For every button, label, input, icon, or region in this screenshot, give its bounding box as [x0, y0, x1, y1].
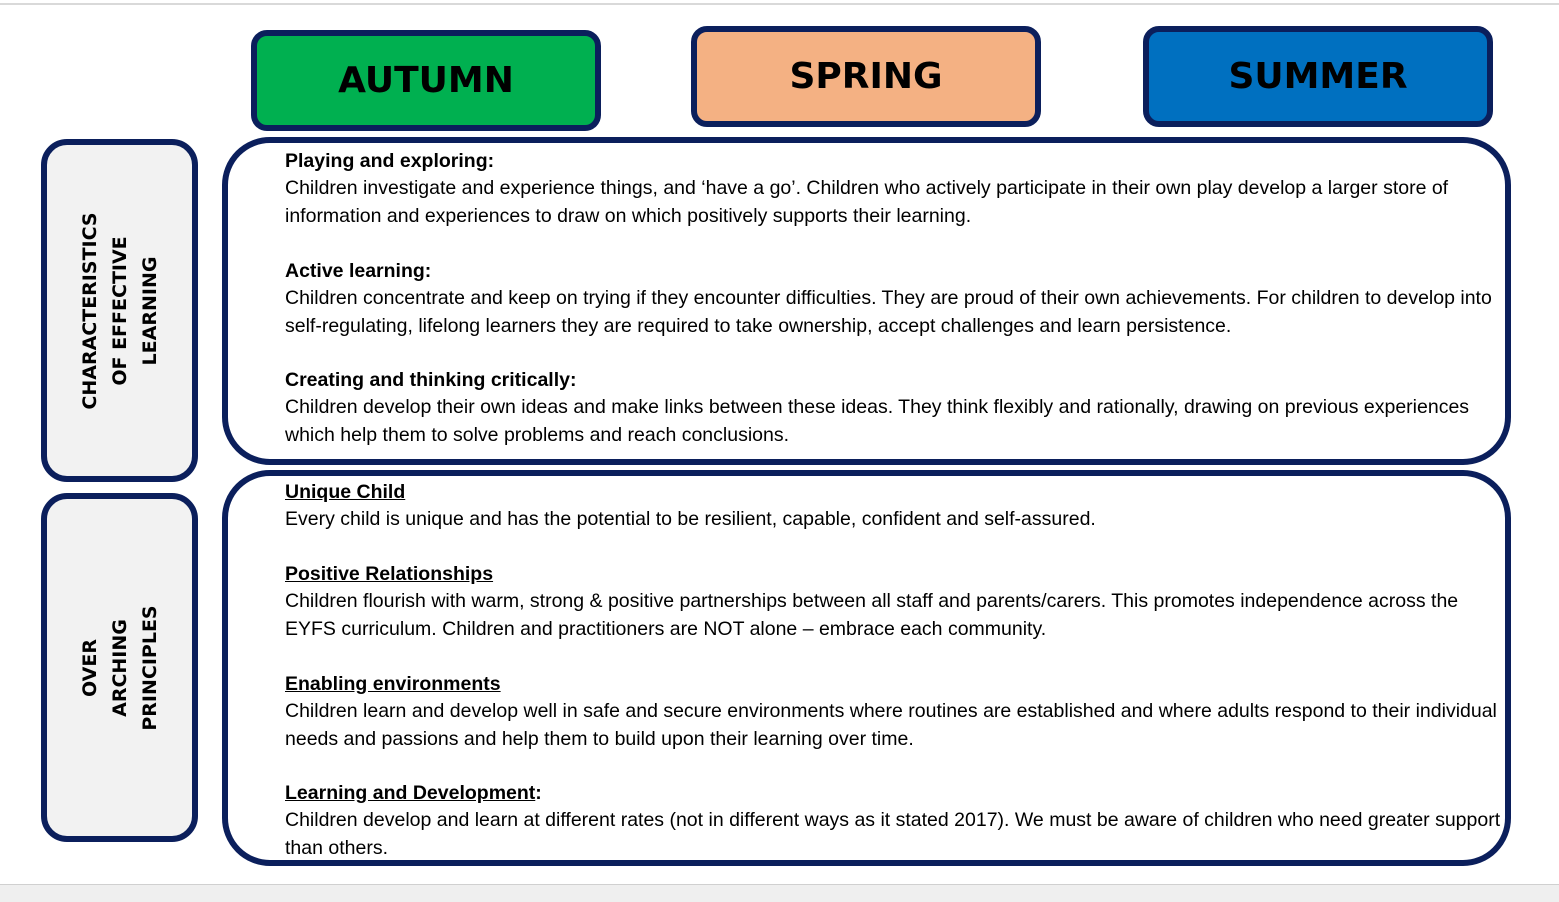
section-text: Children investigate and experience things, and ‘have a go’. Children who actively participate in their own play develop a larger store of information and experiences to draw on which positively supports their learning. — [285, 177, 1449, 227]
section-heading: Creating and thinking critically: — [285, 369, 577, 391]
spring-label: SPRING — [789, 56, 943, 97]
characteristics-side-label: CHARACTERISTICS OF EFFECTIVE LEARNING — [78, 211, 161, 410]
characteristic-section-playing — [285, 148, 1505, 230]
characteristic-section-creating — [285, 367, 1505, 449]
section-text: Children develop their own ideas and make links between these ideas. They think flexibly and rationally, drawing on previous experiences which help them to solve problems and reach conclusions. — [285, 396, 1470, 446]
section-heading: Positive Relationships — [285, 563, 494, 585]
principle-section-unique-child — [285, 479, 1505, 534]
section-text: Children develop and learn at different rates (not in different ways as it stated 2017). We must be aware of children who need greater support than others. — [285, 809, 1501, 859]
principles-side-label: OVER ARCHING PRINCIPLES — [78, 604, 161, 731]
spring-header — [691, 26, 1041, 127]
principle-section-learning-development — [285, 780, 1505, 862]
section-heading: Unique Child — [285, 481, 406, 503]
characteristics-side-box — [41, 139, 198, 482]
principles-side-box — [41, 493, 198, 842]
principle-section-positive-relationships — [285, 561, 1505, 643]
section-text: Children learn and develop well in safe and secure environments where routines are established and where adults respond to their individual needs and passions and help them to build upon their learning over time. — [285, 700, 1497, 750]
characteristic-section-active — [285, 258, 1505, 340]
bottom-scroll-area — [0, 884, 1559, 902]
section-heading: Active learning: — [285, 260, 432, 282]
section-heading: Learning and Development: — [285, 782, 542, 804]
section-text: Children flourish with warm, strong & positive partnerships between all staff and parents/carers. This promotes independence across the EYFS curriculum. Children and practitioners are NOT alone – embrace each community. — [285, 590, 1459, 640]
section-heading: Playing and exploring: — [285, 150, 495, 172]
summer-label: SUMMER — [1228, 56, 1408, 97]
summer-header — [1143, 26, 1493, 127]
section-heading: Enabling environments — [285, 673, 501, 695]
characteristics-content-box — [222, 137, 1511, 465]
principle-section-enabling-environments — [285, 671, 1505, 753]
section-text: Every child is unique and has the potential to be resilient, capable, confident and self-assured. — [285, 508, 1096, 531]
autumn-label: AUTUMN — [338, 60, 514, 101]
principles-content-box — [222, 470, 1511, 866]
section-text: Children concentrate and keep on trying if they encounter difficulties. They are proud of their own achievements. For children to develop into self-regulating, lifelong learners they are required to take ownership, accept challenges and learn persistence. — [285, 287, 1492, 337]
top-divider — [0, 3, 1559, 5]
autumn-header — [251, 30, 601, 131]
